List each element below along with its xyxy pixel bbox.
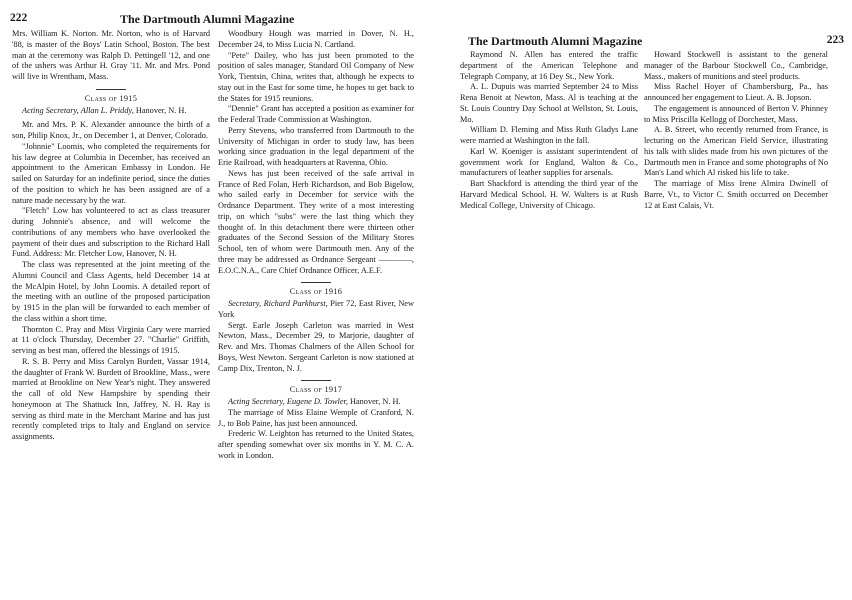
paragraph: Bart Shackford is attending the third year of the Harvard Medical School. H. W. Walters is at Rush Medical College, University of Chicago.	[460, 179, 638, 210]
paragraph: The class was represented at the joint meeting of the Alumni Council and Class Agents, held December 14 at the McAlpin Hotel, by John Loomis. A detailed report of the meeting with an outline of the proposed participation by 1915 in the plan will be forwarded to each member of the class within a short time.	[12, 260, 210, 323]
class-heading-1916: Class of 1916	[289, 287, 343, 297]
paragraph: Miss Rachel Hoyer of Chambersburg, Pa., has announced her engagement to Lieut. A. B. Jopson.	[644, 82, 828, 102]
paragraph: "Johnnie" Loomis, who completed the requirements for his law degree at Columbia in December, has received an appointment to the American Embassy in London. He sailed on Saturday for an indefinite period, since the duties of the position to which he has been assigned are of a nature made necessary by the war.	[12, 141, 210, 205]
paragraph: Karl W. Koeniger is assistant superintendent of government work for England, Walton & Co., manufacturers of leather supplies for arsenals.	[460, 146, 638, 178]
paragraph: The marriage of Miss Irene Almira Dwinell of Barre, Vt., to Victor C. Smith occurred on December 12 at East Calais, Vt.	[644, 179, 828, 210]
class-heading-1917: Class of 1917	[289, 385, 343, 395]
secretary-label: Acting Secretary, Allan L. Priddy,	[22, 105, 134, 115]
section-divider	[301, 282, 331, 283]
paragraph: The marriage of Miss Elaine Wemple of Cranford, N. J., to Bob Paine, has just been announced.	[218, 407, 414, 428]
class-secretary-1915	[12, 106, 210, 117]
secretary-label: Secretary, Richard Parkhurst,	[228, 299, 328, 308]
running-title: The Dartmouth Alumni Magazine	[468, 34, 643, 48]
paragraph: Thornton C. Pray and Miss Virginia Cary were married at 11 o'clock Thursday, December 27. "Charlie" Griffith, serving as best man, offered the blessings of 1915.	[12, 324, 210, 355]
paragraph: "Dennie" Grant has accepted a position as examiner for the Federal Trade Commission at Washington.	[218, 104, 414, 124]
paragraph: News has just been received of the safe arrival in France of Red Folan, Herb Richardson, and Bob Bigelow, who sailed early in December for service with the Ordnance Department. They write of a most interesting trip, on which "subs" were the last thing which they thought of. In this detachment there were thirteen other graduates of the Second Session of the Military Stores School, ten of whom were Dartmouth men. Any of the three may be addressed as Ordnance Sergeant ————, E.O.C.N.A., Care Chief Ordnance Officer, A.E.F.	[218, 168, 414, 275]
class-secretary-1916	[218, 299, 414, 321]
paragraph: Mrs. William K. Norton. Mr. Norton, who is of Harvard '88, is master of the Boys' Latin School, Boston. The best man at the ceremony was Ralph D. Pettingell '12, and one of the ushers was Arthur H. Gray '11. Mr. and Mrs. Pond will live in Wrentham, Mass.	[12, 29, 210, 81]
left-column-2	[218, 29, 414, 462]
paragraph: Perry Stevens, who transferred from Dartmouth to the University of Michigan in order to study law, has been working since graduation in the legal department of the Erie Railroad, with headquarters at Ravenna, Ohio.	[218, 125, 414, 167]
paragraph: "Pete" Dailey, who has just been promoted to the position of sales manager, Standard Oil Company of New York, Tientsin, China, writes that, although he expects to stay out in the East for some time, he hopes to get back to the States for 1915 reunions.	[218, 50, 414, 103]
paragraph: "Fletch" Low has volunteered to act as class treasurer during Johnnie's absence, and will welcome the contributions of any members who have overlooked the payment of their dues and subscription to the Richard Hall Fund. Address: Mr. Fletcher Low, Hanover, N. H.	[12, 206, 210, 259]
right-column-2	[644, 50, 828, 211]
secretary-address: Hanover, N. H.	[135, 105, 187, 115]
paragraph: Mr. and Mrs. P. K. Alexander announce the birth of a son, Philip Knox, Jr., on December 1, at Denver, Colorado.	[12, 120, 210, 140]
secretary-label: Acting Secretary, Eugene D. Towler,	[228, 397, 348, 406]
section-divider	[96, 89, 126, 90]
class-heading-1915: Class of 1915	[84, 93, 138, 103]
paragraph: Frederic W. Leighton has returned to the United States, after spending somewhat over six months in Y. M. C. A. work in London.	[218, 429, 414, 460]
paragraph: Woodbury Hough was married in Dover, N. H., December 24, to Miss Lucia N. Cartland.	[218, 29, 414, 49]
paragraph: William D. Fleming and Miss Ruth Gladys Lane were married at Washington in the fall.	[460, 125, 638, 145]
secretary-address: Pier 72, East River, New York	[218, 299, 414, 319]
paragraph: A. B. Street, who recently returned from France, is lecturing on the American Field Service, illustrating his talk with slides made from his own pictures of the Dartmouth men in France and some photographs of No Man's Land which Al risked his life to take.	[644, 125, 828, 178]
page-number: 222	[10, 12, 28, 24]
section-divider	[301, 380, 331, 381]
paragraph: Raymond N. Allen has entered the traffic department of the American Telephone and Telegraph Company, at 16 Dey St., New York.	[460, 50, 638, 81]
running-title: The Dartmouth Alumni Magazine	[120, 12, 295, 26]
right-column-1	[460, 50, 638, 211]
paragraph: The engagement is announced of Berton V. Phinney to Miss Priscilla Kellogg of Dorchester, Mass.	[644, 103, 828, 124]
paragraph: R. S. B. Perry and Miss Carolyn Burdett, Vassar 1914, the daughter of Frank W. Burdett of Brookline, Mass., were married at Brookline on New Year's night. They answered the call of old New Hampshire by spending their honeymoon at The Shattuck Inn, Jaffrey, N. H. Ray is serving as third mate in the Merchant Marine and has just recently completed trips to Italy and England on service assignments.	[12, 356, 210, 441]
right-page	[428, 0, 852, 600]
left-column-1	[12, 29, 210, 443]
paragraph: Sergt. Earle Joseph Carleton was married in West Newton, Mass., December 29, to Marjorie, daughter of Rev. and Mrs. Thomas Chalmers of the Allen School for Boys, West Newton. Sergeant Carleton is now stationed at Camp Dix, Trenton, N. J.	[218, 320, 414, 373]
left-page	[0, 0, 424, 600]
paragraph: A. L. Dupuis was married September 24 to Miss Rena Benoit at Newton, Mass. Al is teaching at the St. Louis Country Day School at Wellston, St. Louis, Mo.	[460, 82, 638, 124]
page-number: 223	[826, 34, 844, 46]
secretary-address: Hanover, N. H.	[349, 397, 401, 406]
class-secretary-1917	[218, 397, 414, 408]
paragraph: Howard Stockwell is assistant to the general manager of the Barbour Stockwell Co., Cambridge, Mass., makers of munitions and steel products.	[644, 50, 828, 81]
